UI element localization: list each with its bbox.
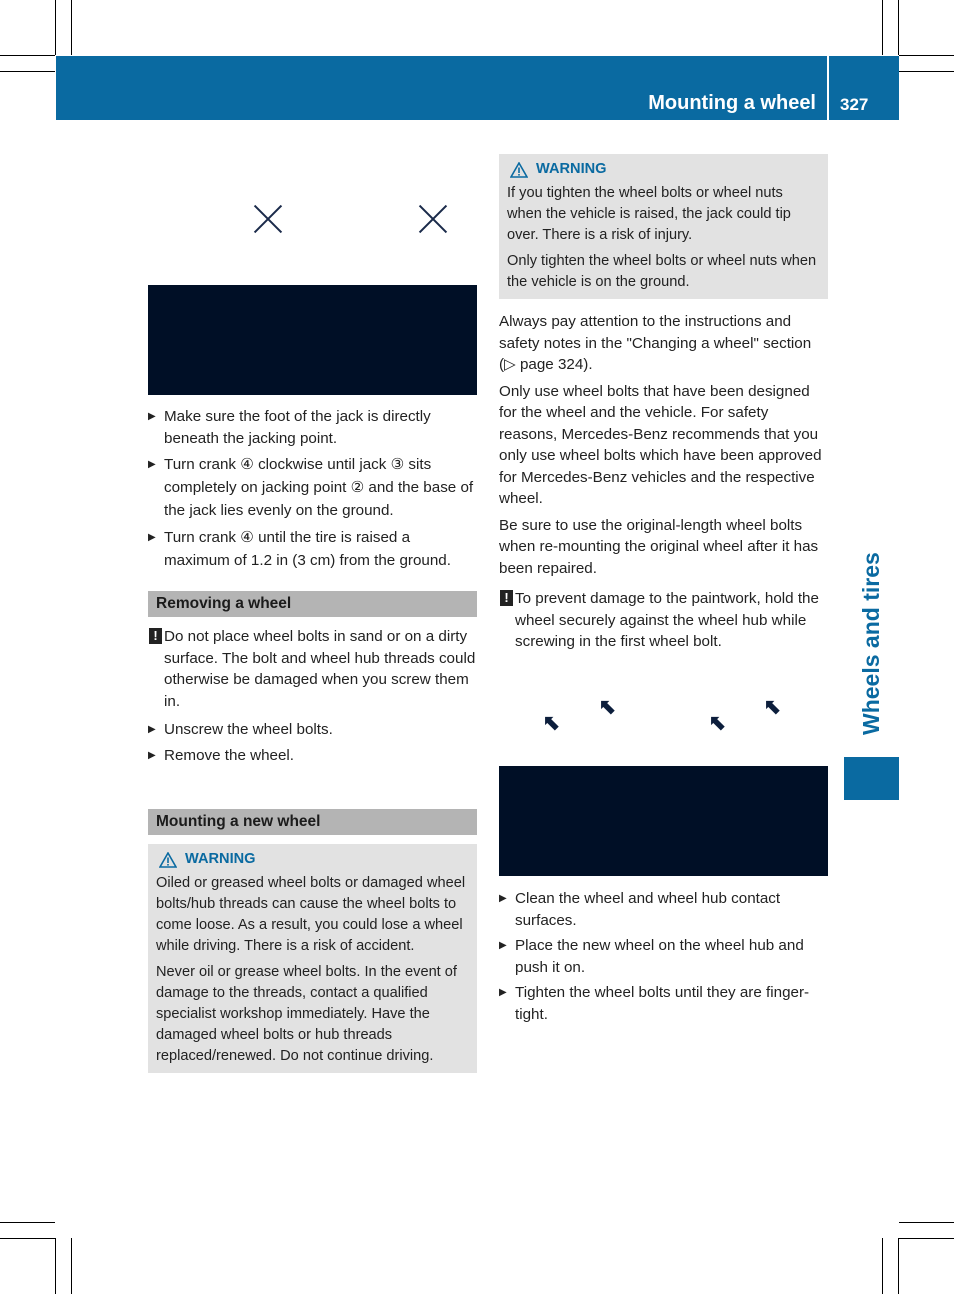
paragraph: Be sure to use the original-length wheel bolts when re-mounting the original wheel after it has been repaired.	[499, 516, 819, 577]
removing-section	[148, 591, 477, 770]
jack-steps	[148, 406, 477, 572]
arrow-icon: ⬉	[599, 694, 618, 719]
list-item: ▶ Tighten the wheel bolts until they are finger-tight.	[499, 982, 828, 1025]
warning-box	[148, 844, 477, 1073]
crop-mark	[882, 1238, 883, 1294]
header-divider	[827, 56, 829, 120]
wheel-figure-image-area	[499, 766, 828, 876]
warning-paragraph: Oiled or greased wheel bolts or damaged wheel bolts/hub threads can cause the wheel bolts to come loose. As a result, you could lose a wheel while driving. There is a risk of accident.	[156, 875, 466, 954]
warning-triangle-icon	[159, 852, 177, 868]
crop-mark	[0, 1222, 55, 1223]
crop-mark	[898, 1238, 899, 1294]
warning-triangle-icon	[510, 162, 528, 178]
warning-box	[499, 154, 828, 299]
cross-marker-icon	[251, 202, 285, 236]
cross-marker-icon	[416, 202, 450, 236]
warning-title-text: WARNING	[185, 851, 256, 867]
chapter-tab-label: Wheels and tires	[858, 552, 884, 735]
crop-mark	[882, 0, 883, 55]
section-heading: Removing a wheel	[148, 591, 477, 617]
arrow-icon: ⬉	[764, 694, 783, 719]
warning-title-text: WARNING	[536, 161, 607, 177]
mounting-steps	[499, 888, 828, 1025]
list-item: ▶ Remove the wheel.	[148, 745, 477, 767]
chapter-tab-marker	[844, 757, 899, 800]
jack-figure	[148, 175, 477, 395]
list-item: ▶ Clean the wheel and wheel hub contact surfaces.	[499, 888, 828, 931]
exclamation-icon: !	[500, 590, 513, 606]
caution-note	[148, 626, 477, 712]
jack-figure-illustration	[148, 175, 477, 285]
crop-mark	[899, 1222, 954, 1223]
crop-mark	[0, 1238, 55, 1239]
crop-mark	[0, 71, 55, 72]
crop-mark	[899, 55, 954, 56]
left-column	[148, 175, 477, 576]
caution-note	[499, 588, 828, 653]
section-heading: Mounting a new wheel	[148, 809, 477, 835]
wheel-figure-illustration	[499, 656, 828, 766]
crop-mark	[0, 55, 55, 56]
list-item: ▶ Place the new wheel on the wheel hub and push it on.	[499, 935, 828, 978]
caution-note-text: To prevent damage to the paintwork, hold the wheel securely against the wheel hub while screwing in the first wheel bolt.	[515, 590, 819, 650]
page-title: Mounting a wheel	[648, 92, 816, 114]
right-column	[499, 154, 828, 657]
wheel-figure	[499, 656, 828, 876]
arrow-icon: ⬉	[543, 710, 562, 735]
page-header	[56, 56, 899, 120]
warning-title	[156, 849, 469, 870]
mounting-section	[148, 809, 477, 1073]
wheel-figure-block	[499, 656, 828, 1029]
arrow-icon: ⬉	[709, 710, 728, 735]
crop-mark	[71, 0, 72, 55]
chapter-tab	[844, 120, 899, 800]
jack-figure-image-area	[148, 285, 477, 395]
exclamation-icon: !	[149, 628, 162, 644]
crop-mark	[898, 0, 899, 55]
warning-paragraph: Only tighten the wheel bolts or wheel nuts when the vehicle is on the ground.	[507, 253, 817, 290]
list-item: ▶ Unscrew the wheel bolts.	[148, 719, 477, 741]
list-item: ▶ Turn crank ④ until the tire is raised a maximum of 1.2 in (3 cm) from the ground.	[148, 526, 477, 572]
warning-paragraph: Never oil or grease wheel bolts. In the event of damage to the threads, contact a qualified specialist workshop immediately. Have the damaged wheel bolts or hub threads replaced/renewed. Do not continue driving.	[156, 964, 457, 1064]
crop-mark	[55, 1238, 56, 1294]
paragraph: Only use wheel bolts that have been designed for the wheel and the vehicle. For safety reasons, Mercedes-Benz recommends that you only use wheel bolts which have been approved for Mercedes-Benz vehicles and the respective wheel.	[499, 382, 822, 507]
list-item: ▶ Turn crank ④ clockwise until jack ③ sits completely on jacking point ② and the base of the jack lies evenly on the ground.	[148, 453, 477, 522]
crop-mark	[899, 1238, 954, 1239]
body-text	[499, 311, 828, 579]
crop-mark	[899, 71, 954, 72]
list-item: ▶ Make sure the foot of the jack is directly beneath the jacking point.	[148, 406, 477, 449]
crop-mark	[55, 0, 56, 55]
warning-paragraph: If you tighten the wheel bolts or wheel nuts when the vehicle is raised, the jack could tip over. There is a risk of injury.	[507, 185, 791, 243]
page-number: 327	[840, 95, 869, 114]
paragraph: Always pay attention to the instructions and safety notes in the "Changing a wheel" section (▷ page 324).	[499, 313, 812, 373]
caution-note-text: Do not place wheel bolts in sand or on a dirty surface. The bolt and wheel hub threads could otherwise be damaged when you screw them in.	[164, 628, 476, 710]
crop-mark	[71, 1238, 72, 1294]
warning-title	[507, 159, 820, 180]
